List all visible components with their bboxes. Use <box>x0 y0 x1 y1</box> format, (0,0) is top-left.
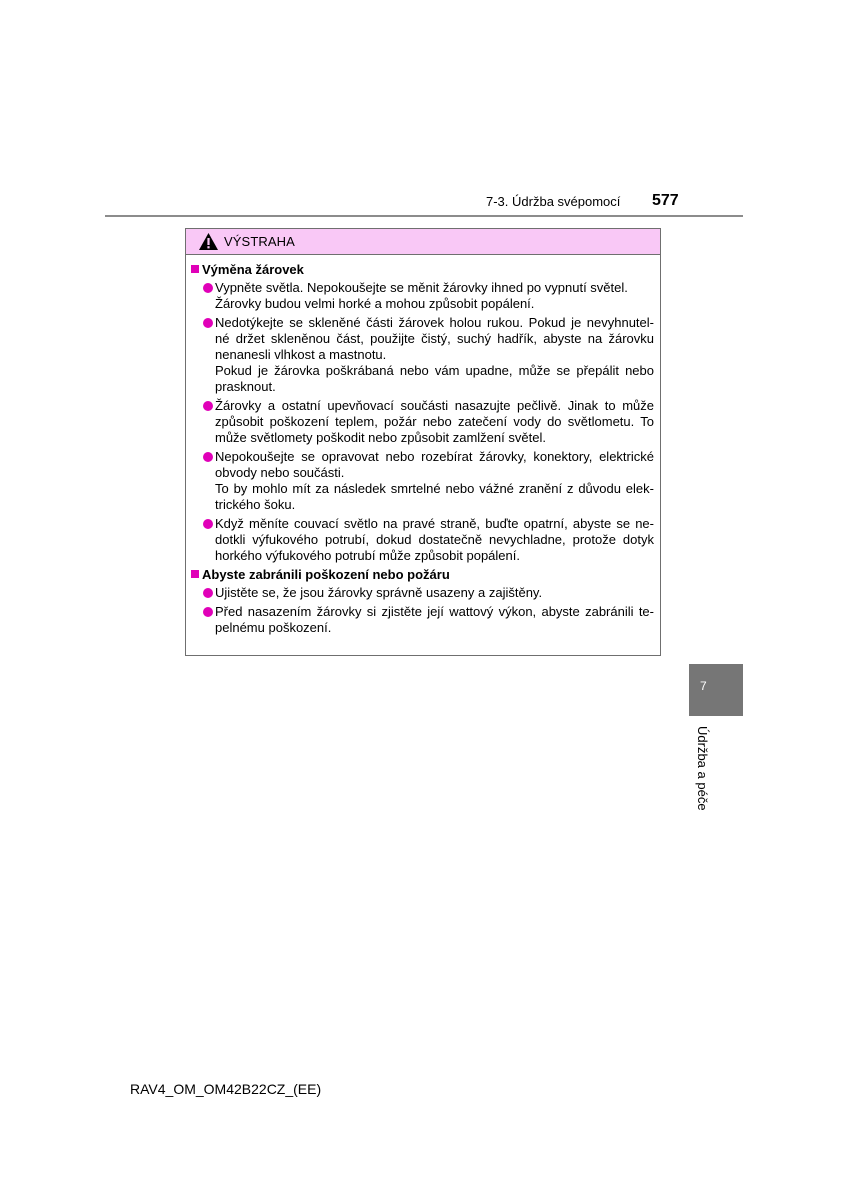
round-bullet-icon <box>203 283 213 293</box>
round-bullet-icon <box>203 452 213 462</box>
list-item <box>190 398 656 446</box>
text-line: horkého výfukového potrubí může způsobit popálení. <box>215 548 520 563</box>
text-line: prasknout. <box>215 379 276 394</box>
square-bullet-icon <box>191 570 199 578</box>
text-line: né držet skleněnou část, použijte čistý, suchý hadřík, abyste na žárovku <box>215 331 654 346</box>
text-line: To by mohlo mít za následek smrtelné nebo vážné zranění z důvodu elek- <box>215 481 654 496</box>
square-bullet-icon <box>191 265 199 273</box>
text-line: obvody nebo součásti. <box>215 465 345 480</box>
chapter-tab <box>689 664 743 716</box>
text-line: Vypněte světla. Nepokoušejte se měnit žárovky ihned po vypnutí světel. <box>215 280 628 295</box>
warning-triangle-icon <box>198 232 219 251</box>
text-line: způsobit poškození teplem, požár nebo zatečení vody do světlometu. To <box>215 414 654 429</box>
round-bullet-icon <box>203 519 213 529</box>
round-bullet-icon <box>203 588 213 598</box>
text-line: Pokud je žárovka poškrábaná nebo vám upadne, může se přepálit nebo <box>215 363 654 378</box>
warning-box <box>185 228 661 656</box>
round-bullet-icon <box>203 607 213 617</box>
text-line: Ujistěte se, že jsou žárovky správně usazeny a zajištěny. <box>215 585 543 600</box>
text-line: může světlomety poškodit nebo způsobit zamlžení světel. <box>215 430 546 445</box>
list-item <box>190 516 656 564</box>
section-heading-bulb-replacement: Výměna žárovek <box>190 262 656 278</box>
list-item <box>190 315 656 395</box>
chapter-number: 7 <box>700 679 707 693</box>
text-line: dotkli výfukového potrubí, dokud dostatečně nevychladne, protože dotyk <box>215 532 654 547</box>
text-line: Nepokoušejte se opravovat nebo rozebírat žárovky, konektory, elektrické <box>215 449 654 464</box>
list-item <box>190 604 656 636</box>
footer-code: RAV4_OM_OM42B22CZ_(EE) <box>130 1081 322 1097</box>
header-rule <box>105 215 743 217</box>
round-bullet-icon <box>203 401 213 411</box>
text-line: trického šoku. <box>215 497 296 512</box>
page-number: 577 <box>652 192 679 209</box>
section-heading-damage-prevention: Abyste zabránili poškození nebo požáru <box>190 567 656 583</box>
text-line: pelnému poškození. <box>215 620 332 635</box>
warning-body <box>186 255 660 636</box>
warning-header <box>186 229 660 255</box>
text-line: Nedotýkejte se skleněné části žárovek holou rukou. Pokud je nevyhnutel- <box>215 315 654 330</box>
text-line: nenanesli vlhkost a mastnotu. <box>215 347 387 362</box>
text-line: Žárovky budou velmi horké a mohou způsobit popálení. <box>215 296 535 311</box>
list-item <box>190 280 656 312</box>
list-item <box>190 585 656 601</box>
warning-title: VÝSTRAHA <box>224 234 295 249</box>
chapter-title: Údržba a péče <box>695 726 710 811</box>
text-line: Před nasazením žárovky si zjistěte její wattový výkon, abyste zabránili te- <box>215 604 654 619</box>
text-line: Žárovky a ostatní upevňovací součásti nasazujte pečlivě. Jinak to může <box>215 398 654 413</box>
section-title: 7-3. Údržba svépomocí <box>486 194 621 209</box>
list-item <box>190 449 656 513</box>
text-line: Když měníte couvací světlo na pravé straně, buďte opatrní, abyste se ne- <box>215 516 654 531</box>
round-bullet-icon <box>203 318 213 328</box>
